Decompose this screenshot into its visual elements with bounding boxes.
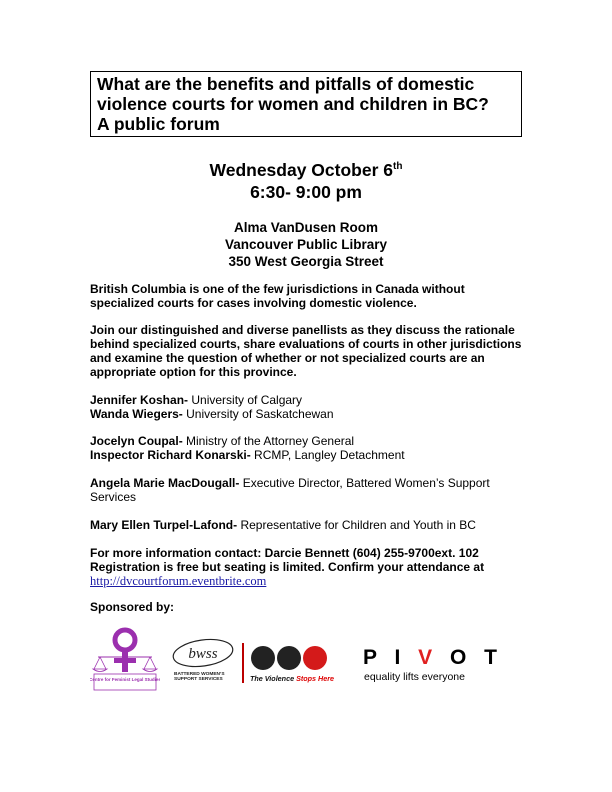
tvsh-part-a: The Violence [250, 674, 297, 683]
panellist-coupal [90, 434, 530, 448]
venus-scales-icon [90, 625, 160, 693]
intro-p2-line-3: and examine the question of whether or not specialized courts are an [90, 351, 485, 365]
sponsored-label: Sponsored by: [90, 600, 175, 614]
title-line-2: violence courts for women and children in BC? [97, 94, 489, 114]
panellist-name: Jocelyn Coupal- [90, 434, 183, 448]
intro-paragraph-1 [90, 282, 530, 310]
pivot-letters-ot: O T [438, 646, 503, 669]
event-date-suffix: th [393, 161, 403, 173]
registration-link[interactable]: http://dvcourtforum.eventbrite.com [90, 574, 267, 588]
intro-p2-line-2: behind specialized courts, share evaluations of courts in other jurisdictions [90, 337, 522, 351]
panellist-affiliation: RCMP, Langley Detachment [250, 448, 405, 462]
intro-p1-line-2: specialized courts for cases involving domestic violence. [90, 296, 417, 310]
venue-room: Alma VanDusen Room [233, 220, 379, 235]
title-line-1: What are the benefits and pitfalls of domestic [97, 74, 475, 94]
intro-p2-line-4: appropriate option for this province. [90, 365, 297, 379]
title-line-3: A public forum [97, 114, 220, 134]
panellist-group-4 [90, 518, 530, 532]
panellist-name: Inspector Richard Konarski- [90, 448, 251, 462]
panellist-name: Jennifer Koshan- [90, 393, 189, 407]
panellist-name: Angela Marie MacDougall- [90, 476, 240, 490]
panellist-group-3 [90, 476, 500, 504]
bwss-wordmark: bwss [188, 646, 218, 662]
panellist-koshan [90, 393, 530, 407]
event-date-text: Wednesday October 6 [209, 160, 394, 180]
panellist-group-2 [90, 434, 530, 462]
pivot-tagline: equality lifts everyone [364, 671, 465, 683]
pivot-letter-v: V [418, 646, 439, 669]
bwss-logo [170, 637, 240, 687]
panellist-group-1 [90, 393, 530, 421]
panellist-macdougall [90, 476, 500, 504]
tvsh-part-b: Stops Here [296, 674, 335, 683]
event-date [0, 159, 612, 181]
panellist-wiegers [90, 407, 530, 421]
intro-p2-line-1: Join our distinguished and diverse panellists as they discuss the rationale [90, 323, 515, 337]
cfls-logo [90, 625, 160, 693]
panellist-name: Wanda Wiegers- [90, 407, 183, 421]
panellist-affiliation: University of Calgary [188, 393, 303, 407]
panellist-affiliation: University of Saskatchewan [182, 407, 334, 421]
event-venue [0, 219, 612, 270]
contact-block [90, 546, 530, 588]
venue-address: 350 West Georgia Street [228, 254, 384, 269]
bwss-caption-1: BATTERED WOMEN’S [174, 672, 225, 677]
forum-title-box [90, 71, 522, 137]
pivot-letters-pi: P I [363, 646, 419, 669]
sponsor-logos [90, 625, 520, 695]
pivot-wordmark [363, 647, 503, 669]
venue-building: Vancouver Public Library [224, 237, 388, 252]
violence-stops-here-logo [250, 645, 335, 689]
violence-stops-here-text [250, 674, 334, 683]
intro-p1-line-1: British Columbia is one of the few jurisdictions in Canada without [90, 282, 465, 296]
event-time: 6:30- 9:00 pm [250, 182, 362, 202]
bwss-caption-2: SUPPORT SERVICES [174, 677, 223, 682]
bwss-wordmark-icon [170, 637, 240, 671]
contact-line-2: Registration is free but seating is limited. Confirm your attendance at [90, 560, 485, 574]
panellist-konarski [90, 448, 530, 462]
panellist-turpel-lafond [90, 518, 530, 532]
panellist-affiliation: Representative for Children and Youth in BC [237, 518, 476, 532]
cfls-text: Centre for Feminist Legal Studies [90, 677, 160, 682]
panellist-affiliation: Executive Director, Battered Women’s Support Services [90, 476, 490, 504]
sponsor-divider [242, 643, 244, 683]
bwss-caption [174, 672, 225, 682]
panellist-name: Mary Ellen Turpel-Lafond- [90, 518, 238, 532]
contact-line-1: For more information contact: Darcie Bennett (604) 255-9700ext. 102 [90, 546, 479, 560]
intro-paragraph-2 [90, 323, 530, 379]
three-dots-icon [250, 645, 332, 671]
pivot-logo [363, 646, 503, 691]
panellist-affiliation: Ministry of the Attorney General [182, 434, 355, 448]
